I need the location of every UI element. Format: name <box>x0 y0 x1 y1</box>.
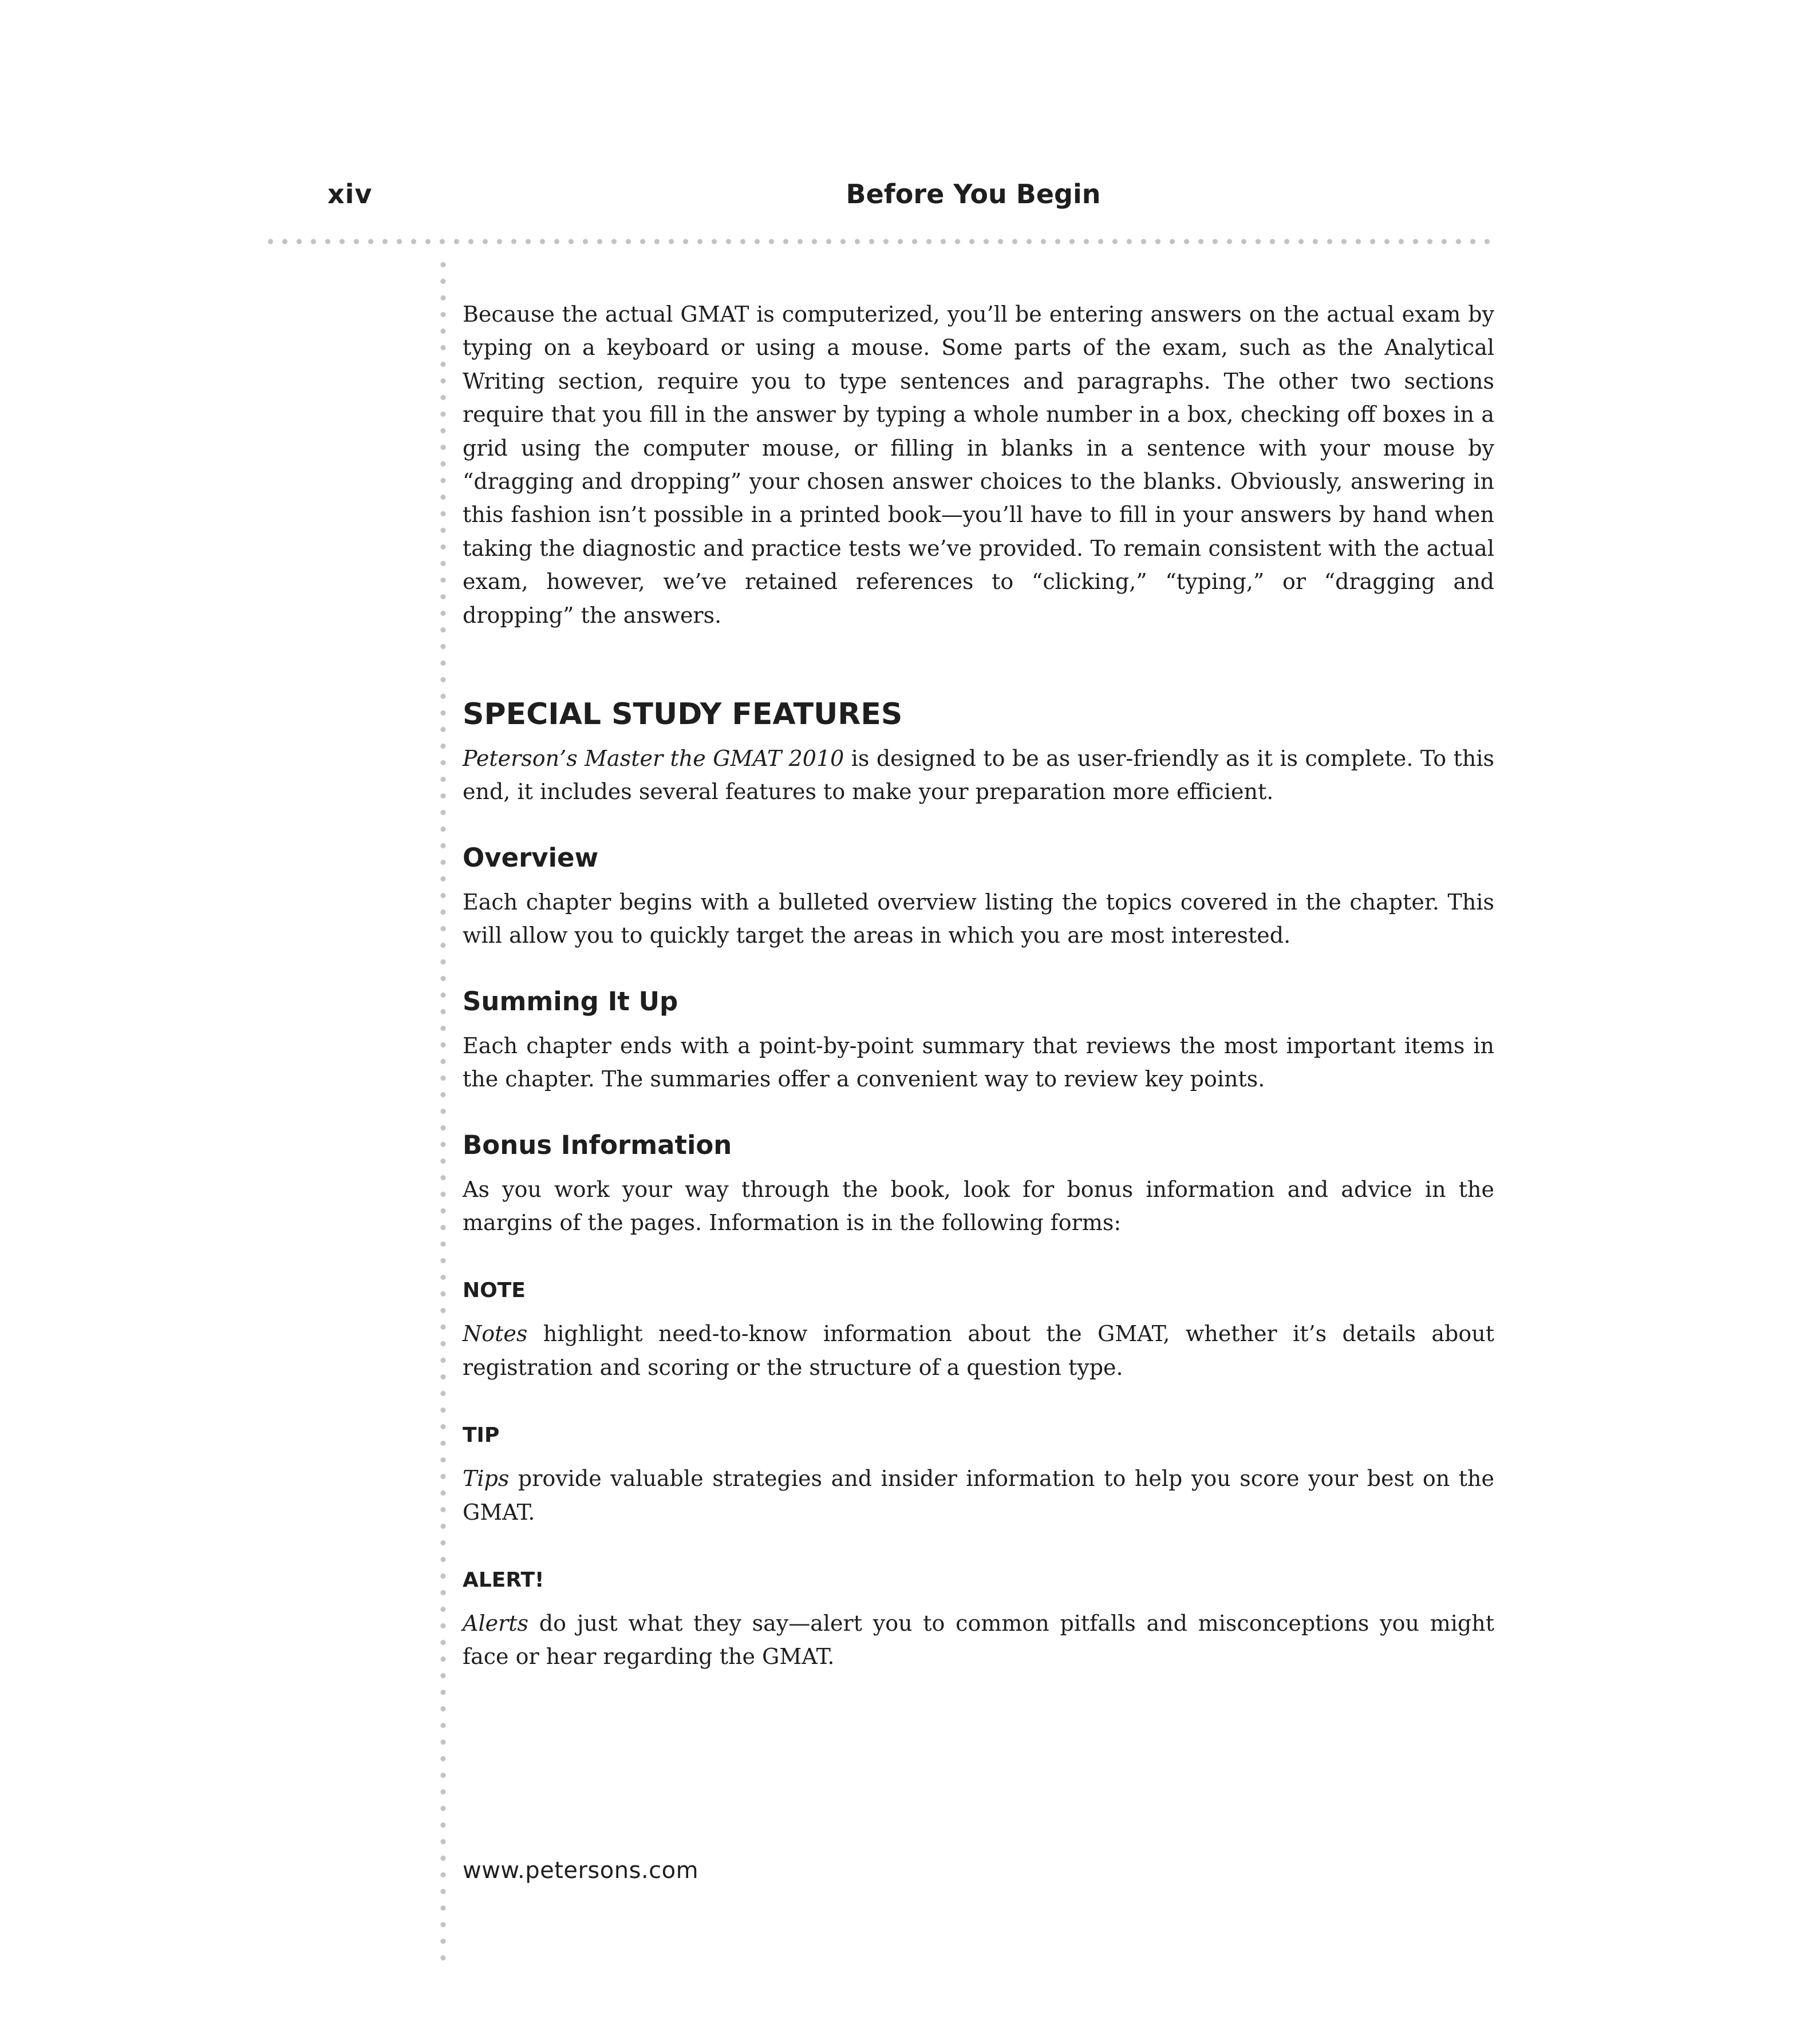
tip-description: provide valuable strategies and insider information to help you score your best on the GMAT. <box>463 1466 1494 1525</box>
alert-label: ALERT! <box>463 1568 544 1592</box>
note-text <box>463 1317 1494 1384</box>
vertical-dotted-rule <box>440 256 447 1968</box>
special-features-intro-text: is designed to be as user-friendly as it is complete. To this end, it includes several features to make your preparation more efficient. <box>463 746 1494 805</box>
special-features-heading: SPECIAL STUDY FEATURES <box>463 697 903 732</box>
horizontal-dotted-rule <box>263 238 1494 245</box>
main-content <box>463 298 1494 1674</box>
alert-term: Alerts <box>463 1610 529 1636</box>
summing-up-heading: Summing It Up <box>463 986 678 1017</box>
book-title: Peterson’s Master the GMAT 2010 <box>463 746 844 772</box>
overview-text: Each chapter begins with a bulleted overview listing the topics covered in the chapter. This will allow you to quickly target the areas in which you are most interested. <box>463 889 1494 948</box>
intro-paragraph: Because the actual GMAT is computerized, you’ll be entering answers on the actual exam by typing on a keyboard or using a mouse. Some parts of the exam, such as the Analytical Writing section, require you to type sentences and paragraphs. The other two sections require that you fill in the answer by typing a whole number in a box, checking off boxes in a grid using the computer mouse, or filling in blanks in a sentence with your mouse by “dragging and dropping” your chosen answer choices to the blanks. Obviously, answering in this fashion isn’t possible in a printed book—you’ll have to fill in your answers by hand when taking the diagnostic and practice tests we’ve provided. To remain consistent with the actual exam, however, we’ve retained references to “clicking,” “typing,” or “dragging and dropping” the answers. <box>463 302 1494 628</box>
note-term: Notes <box>463 1321 528 1347</box>
bonus-heading: Bonus Information <box>463 1129 732 1160</box>
bonus-text: As you work your way through the book, look for bonus information and advice in the margins of the pages. Information is in the following forms: <box>463 1176 1494 1235</box>
summing-up-text: Each chapter ends with a point-by-point summary that reviews the most important items in the chapter. The summaries offer a convenient way to review key points. <box>463 1033 1494 1092</box>
special-features-intro <box>463 742 1494 809</box>
tip-label: TIP <box>463 1424 500 1448</box>
page-number: xiv <box>327 179 373 209</box>
note-description: highlight need-to-know information about the GMAT, whether it’s details about registration and scoring or the structure of a question type. <box>463 1321 1494 1380</box>
footer-url[interactable]: www.petersons.com <box>463 1857 699 1884</box>
alert-text <box>463 1607 1494 1674</box>
tip-term: Tips <box>463 1466 510 1492</box>
running-head: Before You Begin <box>846 179 1101 209</box>
alert-description: do just what they say—alert you to common pitfalls and misconceptions you might face or hear regarding the GMAT. <box>463 1610 1494 1670</box>
tip-text <box>463 1462 1494 1529</box>
overview-heading: Overview <box>463 842 599 873</box>
note-label: NOTE <box>463 1279 526 1303</box>
